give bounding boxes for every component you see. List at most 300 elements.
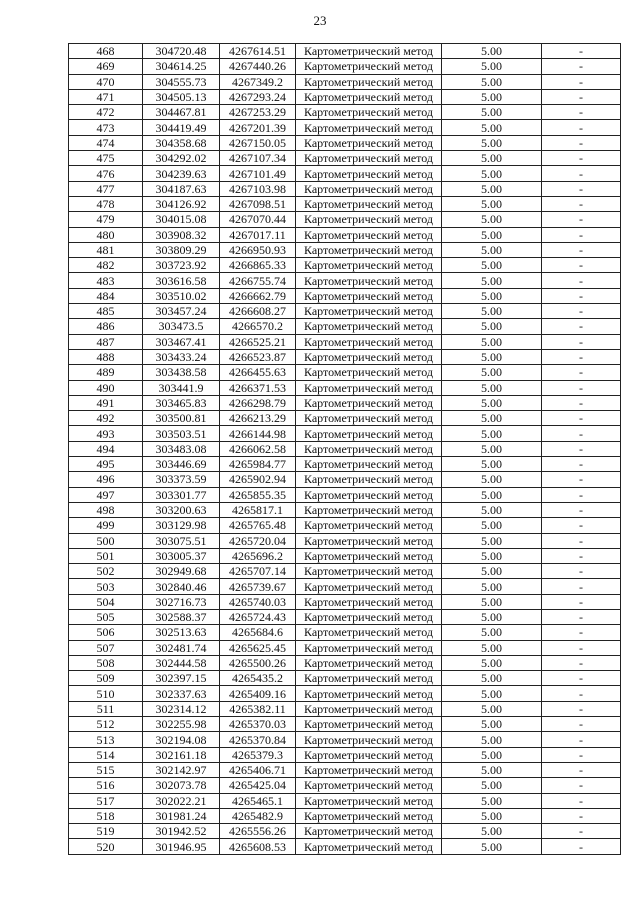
- x-coordinate-cell: 303510.02: [143, 288, 220, 303]
- method-cell: Картометрический метод: [296, 105, 442, 120]
- x-coordinate-cell: 303301.77: [143, 487, 220, 502]
- accuracy-cell: 5.00: [442, 212, 542, 227]
- description-cell: -: [542, 273, 621, 288]
- point-number-cell: 475: [69, 151, 143, 166]
- point-number-cell: 471: [69, 89, 143, 104]
- method-cell: Картометрический метод: [296, 59, 442, 74]
- point-number-cell: 497: [69, 487, 143, 502]
- point-number-cell: 495: [69, 457, 143, 472]
- accuracy-cell: 5.00: [442, 625, 542, 640]
- point-number-cell: 518: [69, 808, 143, 823]
- table-row: [69, 472, 621, 487]
- table-row: [69, 548, 621, 563]
- y-coordinate-cell: 4265984.77: [220, 457, 296, 472]
- table-row: [69, 824, 621, 839]
- description-cell: -: [542, 395, 621, 410]
- method-cell: Картометрический метод: [296, 686, 442, 701]
- table-row: [69, 319, 621, 334]
- x-coordinate-cell: 303441.9: [143, 380, 220, 395]
- table-row: [69, 44, 621, 59]
- description-cell: -: [542, 365, 621, 380]
- point-number-cell: 513: [69, 732, 143, 747]
- description-cell: -: [542, 717, 621, 732]
- accuracy-cell: 5.00: [442, 579, 542, 594]
- x-coordinate-cell: 303467.41: [143, 334, 220, 349]
- method-cell: Картометрический метод: [296, 151, 442, 166]
- x-coordinate-cell: 304126.92: [143, 196, 220, 211]
- description-cell: -: [542, 304, 621, 319]
- method-cell: Картометрический метод: [296, 701, 442, 716]
- accuracy-cell: 5.00: [442, 732, 542, 747]
- accuracy-cell: 5.00: [442, 518, 542, 533]
- table-row: [69, 717, 621, 732]
- point-number-cell: 498: [69, 502, 143, 517]
- table-row: [69, 808, 621, 823]
- accuracy-cell: 5.00: [442, 533, 542, 548]
- description-cell: -: [542, 242, 621, 257]
- y-coordinate-cell: 4267070.44: [220, 212, 296, 227]
- x-coordinate-cell: 303005.37: [143, 548, 220, 563]
- description-cell: -: [542, 166, 621, 181]
- method-cell: Картометрический метод: [296, 411, 442, 426]
- accuracy-cell: 5.00: [442, 304, 542, 319]
- x-coordinate-cell: 304015.08: [143, 212, 220, 227]
- y-coordinate-cell: 4265382.11: [220, 701, 296, 716]
- table-row: [69, 839, 621, 854]
- method-cell: Картометрический метод: [296, 212, 442, 227]
- table-row: [69, 74, 621, 89]
- accuracy-cell: 5.00: [442, 747, 542, 762]
- accuracy-cell: 5.00: [442, 319, 542, 334]
- description-cell: -: [542, 457, 621, 472]
- accuracy-cell: 5.00: [442, 166, 542, 181]
- x-coordinate-cell: 301946.95: [143, 839, 220, 854]
- y-coordinate-cell: 4266144.98: [220, 426, 296, 441]
- y-coordinate-cell: 4266523.87: [220, 349, 296, 364]
- point-number-cell: 507: [69, 640, 143, 655]
- method-cell: Картометрический метод: [296, 273, 442, 288]
- table-row: [69, 441, 621, 456]
- accuracy-cell: 5.00: [442, 334, 542, 349]
- method-cell: Картометрический метод: [296, 89, 442, 104]
- description-cell: -: [542, 181, 621, 196]
- x-coordinate-cell: 302073.78: [143, 778, 220, 793]
- point-number-cell: 491: [69, 395, 143, 410]
- x-coordinate-cell: 302949.68: [143, 564, 220, 579]
- y-coordinate-cell: 4265500.26: [220, 655, 296, 670]
- method-cell: Картометрический метод: [296, 120, 442, 135]
- accuracy-cell: 5.00: [442, 655, 542, 670]
- accuracy-cell: 5.00: [442, 120, 542, 135]
- point-number-cell: 482: [69, 258, 143, 273]
- x-coordinate-cell: 304292.02: [143, 151, 220, 166]
- description-cell: -: [542, 44, 621, 59]
- table-row: [69, 640, 621, 655]
- x-coordinate-cell: 302588.37: [143, 609, 220, 624]
- y-coordinate-cell: 4267201.39: [220, 120, 296, 135]
- x-coordinate-cell: 302397.15: [143, 671, 220, 686]
- method-cell: Картометрический метод: [296, 196, 442, 211]
- accuracy-cell: 5.00: [442, 181, 542, 196]
- x-coordinate-cell: 303483.08: [143, 441, 220, 456]
- y-coordinate-cell: 4265435.2: [220, 671, 296, 686]
- description-cell: -: [542, 564, 621, 579]
- accuracy-cell: 5.00: [442, 105, 542, 120]
- page-number: 23: [313, 13, 327, 28]
- method-cell: Картометрический метод: [296, 457, 442, 472]
- table-row: [69, 151, 621, 166]
- x-coordinate-cell: 304720.48: [143, 44, 220, 59]
- description-cell: -: [542, 671, 621, 686]
- point-number-cell: 490: [69, 380, 143, 395]
- description-cell: -: [542, 380, 621, 395]
- table-row: [69, 487, 621, 502]
- table-row: [69, 105, 621, 120]
- table-row: [69, 564, 621, 579]
- x-coordinate-cell: 303373.59: [143, 472, 220, 487]
- accuracy-cell: 5.00: [442, 548, 542, 563]
- method-cell: Картометрический метод: [296, 304, 442, 319]
- table-row: [69, 273, 621, 288]
- table-row: [69, 196, 621, 211]
- point-number-cell: 480: [69, 227, 143, 242]
- point-number-cell: 485: [69, 304, 143, 319]
- y-coordinate-cell: 4265370.03: [220, 717, 296, 732]
- table-row: [69, 793, 621, 808]
- method-cell: Картометрический метод: [296, 808, 442, 823]
- y-coordinate-cell: 4265724.43: [220, 609, 296, 624]
- point-number-cell: 479: [69, 212, 143, 227]
- description-cell: -: [542, 747, 621, 762]
- x-coordinate-cell: 304239.63: [143, 166, 220, 181]
- table-row: [69, 166, 621, 181]
- method-cell: Картометрический метод: [296, 502, 442, 517]
- y-coordinate-cell: 4265707.14: [220, 564, 296, 579]
- point-number-cell: 477: [69, 181, 143, 196]
- point-number-cell: 503: [69, 579, 143, 594]
- method-cell: Картометрический метод: [296, 717, 442, 732]
- method-cell: Картометрический метод: [296, 44, 442, 59]
- point-number-cell: 470: [69, 74, 143, 89]
- x-coordinate-cell: 303723.92: [143, 258, 220, 273]
- y-coordinate-cell: 4265608.53: [220, 839, 296, 854]
- table-row: [69, 59, 621, 74]
- point-number-cell: 489: [69, 365, 143, 380]
- point-number-cell: 508: [69, 655, 143, 670]
- method-cell: Картометрический метод: [296, 242, 442, 257]
- x-coordinate-cell: 303433.24: [143, 349, 220, 364]
- point-number-cell: 474: [69, 135, 143, 150]
- table-row: [69, 533, 621, 548]
- x-coordinate-cell: 301942.52: [143, 824, 220, 839]
- description-cell: -: [542, 349, 621, 364]
- table-row: [69, 380, 621, 395]
- method-cell: Картометрический метод: [296, 533, 442, 548]
- accuracy-cell: 5.00: [442, 395, 542, 410]
- point-number-cell: 502: [69, 564, 143, 579]
- method-cell: Картометрический метод: [296, 135, 442, 150]
- point-number-cell: 509: [69, 671, 143, 686]
- point-number-cell: 488: [69, 349, 143, 364]
- description-cell: -: [542, 334, 621, 349]
- description-cell: -: [542, 212, 621, 227]
- table-row: [69, 686, 621, 701]
- accuracy-cell: 5.00: [442, 762, 542, 777]
- point-number-cell: 510: [69, 686, 143, 701]
- x-coordinate-cell: 302255.98: [143, 717, 220, 732]
- y-coordinate-cell: 4265465.1: [220, 793, 296, 808]
- y-coordinate-cell: 4265379.3: [220, 747, 296, 762]
- y-coordinate-cell: 4265425.04: [220, 778, 296, 793]
- table-row: [69, 411, 621, 426]
- y-coordinate-cell: 4267107.34: [220, 151, 296, 166]
- y-coordinate-cell: 4267253.29: [220, 105, 296, 120]
- method-cell: Картометрический метод: [296, 625, 442, 640]
- method-cell: Картометрический метод: [296, 778, 442, 793]
- x-coordinate-cell: 302314.12: [143, 701, 220, 716]
- description-cell: -: [542, 778, 621, 793]
- x-coordinate-cell: 302513.63: [143, 625, 220, 640]
- point-number-cell: 493: [69, 426, 143, 441]
- accuracy-cell: 5.00: [442, 686, 542, 701]
- description-cell: -: [542, 686, 621, 701]
- x-coordinate-cell: 304614.25: [143, 59, 220, 74]
- description-cell: -: [542, 151, 621, 166]
- accuracy-cell: 5.00: [442, 74, 542, 89]
- method-cell: Картометрический метод: [296, 564, 442, 579]
- accuracy-cell: 5.00: [442, 273, 542, 288]
- point-number-cell: 512: [69, 717, 143, 732]
- y-coordinate-cell: 4266371.53: [220, 380, 296, 395]
- point-number-cell: 519: [69, 824, 143, 839]
- x-coordinate-cell: 302142.97: [143, 762, 220, 777]
- method-cell: Картометрический метод: [296, 227, 442, 242]
- accuracy-cell: 5.00: [442, 640, 542, 655]
- description-cell: -: [542, 609, 621, 624]
- table-row: [69, 365, 621, 380]
- x-coordinate-cell: 301981.24: [143, 808, 220, 823]
- x-coordinate-cell: 304467.81: [143, 105, 220, 120]
- x-coordinate-cell: 303457.24: [143, 304, 220, 319]
- method-cell: Картометрический метод: [296, 288, 442, 303]
- x-coordinate-cell: 302194.08: [143, 732, 220, 747]
- point-number-cell: 515: [69, 762, 143, 777]
- accuracy-cell: 5.00: [442, 671, 542, 686]
- table-row: [69, 288, 621, 303]
- table-row: [69, 655, 621, 670]
- x-coordinate-cell: 302481.74: [143, 640, 220, 655]
- accuracy-cell: 5.00: [442, 135, 542, 150]
- accuracy-cell: 5.00: [442, 365, 542, 380]
- table-body: [69, 44, 621, 855]
- accuracy-cell: 5.00: [442, 151, 542, 166]
- point-number-cell: 514: [69, 747, 143, 762]
- y-coordinate-cell: 4265855.35: [220, 487, 296, 502]
- table-row: [69, 181, 621, 196]
- method-cell: Картометрический метод: [296, 472, 442, 487]
- accuracy-cell: 5.00: [442, 839, 542, 854]
- point-number-cell: 483: [69, 273, 143, 288]
- method-cell: Картометрический метод: [296, 74, 442, 89]
- description-cell: -: [542, 655, 621, 670]
- point-number-cell: 511: [69, 701, 143, 716]
- method-cell: Картометрический метод: [296, 258, 442, 273]
- accuracy-cell: 5.00: [442, 441, 542, 456]
- accuracy-cell: 5.00: [442, 472, 542, 487]
- method-cell: Картометрический метод: [296, 548, 442, 563]
- x-coordinate-cell: 303500.81: [143, 411, 220, 426]
- description-cell: -: [542, 533, 621, 548]
- point-number-cell: 487: [69, 334, 143, 349]
- x-coordinate-cell: 304358.68: [143, 135, 220, 150]
- y-coordinate-cell: 4265817.1: [220, 502, 296, 517]
- table-row: [69, 334, 621, 349]
- table-row: [69, 349, 621, 364]
- point-number-cell: 473: [69, 120, 143, 135]
- description-cell: -: [542, 411, 621, 426]
- accuracy-cell: 5.00: [442, 778, 542, 793]
- table-row: [69, 732, 621, 747]
- description-cell: -: [542, 426, 621, 441]
- table-row: [69, 671, 621, 686]
- y-coordinate-cell: 4267349.2: [220, 74, 296, 89]
- description-cell: -: [542, 120, 621, 135]
- y-coordinate-cell: 4266865.33: [220, 258, 296, 273]
- method-cell: Картометрический метод: [296, 609, 442, 624]
- x-coordinate-cell: 302444.58: [143, 655, 220, 670]
- method-cell: Картометрический метод: [296, 487, 442, 502]
- x-coordinate-cell: 303908.32: [143, 227, 220, 242]
- accuracy-cell: 5.00: [442, 288, 542, 303]
- description-cell: -: [542, 732, 621, 747]
- method-cell: Картометрический метод: [296, 395, 442, 410]
- point-number-cell: 481: [69, 242, 143, 257]
- point-number-cell: 478: [69, 196, 143, 211]
- table-row: [69, 242, 621, 257]
- accuracy-cell: 5.00: [442, 717, 542, 732]
- description-cell: -: [542, 824, 621, 839]
- description-cell: -: [542, 625, 621, 640]
- x-coordinate-cell: 303616.58: [143, 273, 220, 288]
- method-cell: Картометрический метод: [296, 365, 442, 380]
- x-coordinate-cell: 304419.49: [143, 120, 220, 135]
- method-cell: Картометрический метод: [296, 579, 442, 594]
- x-coordinate-cell: 302840.46: [143, 579, 220, 594]
- y-coordinate-cell: 4267150.05: [220, 135, 296, 150]
- table-row: [69, 457, 621, 472]
- point-number-cell: 484: [69, 288, 143, 303]
- method-cell: Картометрический метод: [296, 594, 442, 609]
- accuracy-cell: 5.00: [442, 793, 542, 808]
- accuracy-cell: 5.00: [442, 564, 542, 579]
- table-row: [69, 609, 621, 624]
- accuracy-cell: 5.00: [442, 89, 542, 104]
- point-number-cell: 500: [69, 533, 143, 548]
- accuracy-cell: 5.00: [442, 824, 542, 839]
- point-number-cell: 506: [69, 625, 143, 640]
- description-cell: -: [542, 441, 621, 456]
- x-coordinate-cell: 304187.63: [143, 181, 220, 196]
- y-coordinate-cell: 4266062.58: [220, 441, 296, 456]
- point-number-cell: 468: [69, 44, 143, 59]
- y-coordinate-cell: 4265370.84: [220, 732, 296, 747]
- point-number-cell: 517: [69, 793, 143, 808]
- x-coordinate-cell: 303446.69: [143, 457, 220, 472]
- method-cell: Картометрический метод: [296, 732, 442, 747]
- x-coordinate-cell: 302337.63: [143, 686, 220, 701]
- method-cell: Картометрический метод: [296, 655, 442, 670]
- y-coordinate-cell: 4266755.74: [220, 273, 296, 288]
- method-cell: Картометрический метод: [296, 380, 442, 395]
- method-cell: Картометрический метод: [296, 640, 442, 655]
- description-cell: -: [542, 793, 621, 808]
- description-cell: -: [542, 594, 621, 609]
- y-coordinate-cell: 4266213.29: [220, 411, 296, 426]
- point-number-cell: 501: [69, 548, 143, 563]
- method-cell: Картометрический метод: [296, 762, 442, 777]
- description-cell: -: [542, 472, 621, 487]
- description-cell: -: [542, 319, 621, 334]
- method-cell: Картометрический метод: [296, 319, 442, 334]
- point-number-cell: 472: [69, 105, 143, 120]
- y-coordinate-cell: 4266608.27: [220, 304, 296, 319]
- y-coordinate-cell: 4265720.04: [220, 533, 296, 548]
- description-cell: -: [542, 105, 621, 120]
- y-coordinate-cell: 4265902.94: [220, 472, 296, 487]
- table-row: [69, 778, 621, 793]
- accuracy-cell: 5.00: [442, 196, 542, 211]
- y-coordinate-cell: 4267614.51: [220, 44, 296, 59]
- y-coordinate-cell: 4267440.26: [220, 59, 296, 74]
- description-cell: -: [542, 502, 621, 517]
- method-cell: Картометрический метод: [296, 426, 442, 441]
- accuracy-cell: 5.00: [442, 349, 542, 364]
- description-cell: -: [542, 808, 621, 823]
- description-cell: -: [542, 196, 621, 211]
- point-number-cell: 469: [69, 59, 143, 74]
- x-coordinate-cell: 302716.73: [143, 594, 220, 609]
- method-cell: Картометрический метод: [296, 671, 442, 686]
- table-row: [69, 625, 621, 640]
- description-cell: -: [542, 701, 621, 716]
- table-row: [69, 747, 621, 762]
- y-coordinate-cell: 4267101.49: [220, 166, 296, 181]
- accuracy-cell: 5.00: [442, 487, 542, 502]
- description-cell: -: [542, 640, 621, 655]
- accuracy-cell: 5.00: [442, 457, 542, 472]
- description-cell: -: [542, 487, 621, 502]
- method-cell: Картометрический метод: [296, 839, 442, 854]
- y-coordinate-cell: 4265684.6: [220, 625, 296, 640]
- accuracy-cell: 5.00: [442, 594, 542, 609]
- x-coordinate-cell: 302022.21: [143, 793, 220, 808]
- table-row: [69, 762, 621, 777]
- y-coordinate-cell: 4265406.71: [220, 762, 296, 777]
- method-cell: Картометрический метод: [296, 518, 442, 533]
- table-row: [69, 135, 621, 150]
- table-row: [69, 258, 621, 273]
- y-coordinate-cell: 4265696.2: [220, 548, 296, 563]
- accuracy-cell: 5.00: [442, 808, 542, 823]
- description-cell: -: [542, 135, 621, 150]
- description-cell: -: [542, 548, 621, 563]
- x-coordinate-cell: 303438.58: [143, 365, 220, 380]
- accuracy-cell: 5.00: [442, 59, 542, 74]
- x-coordinate-cell: 303200.63: [143, 502, 220, 517]
- y-coordinate-cell: 4266298.79: [220, 395, 296, 410]
- x-coordinate-cell: 303473.5: [143, 319, 220, 334]
- table-row: [69, 579, 621, 594]
